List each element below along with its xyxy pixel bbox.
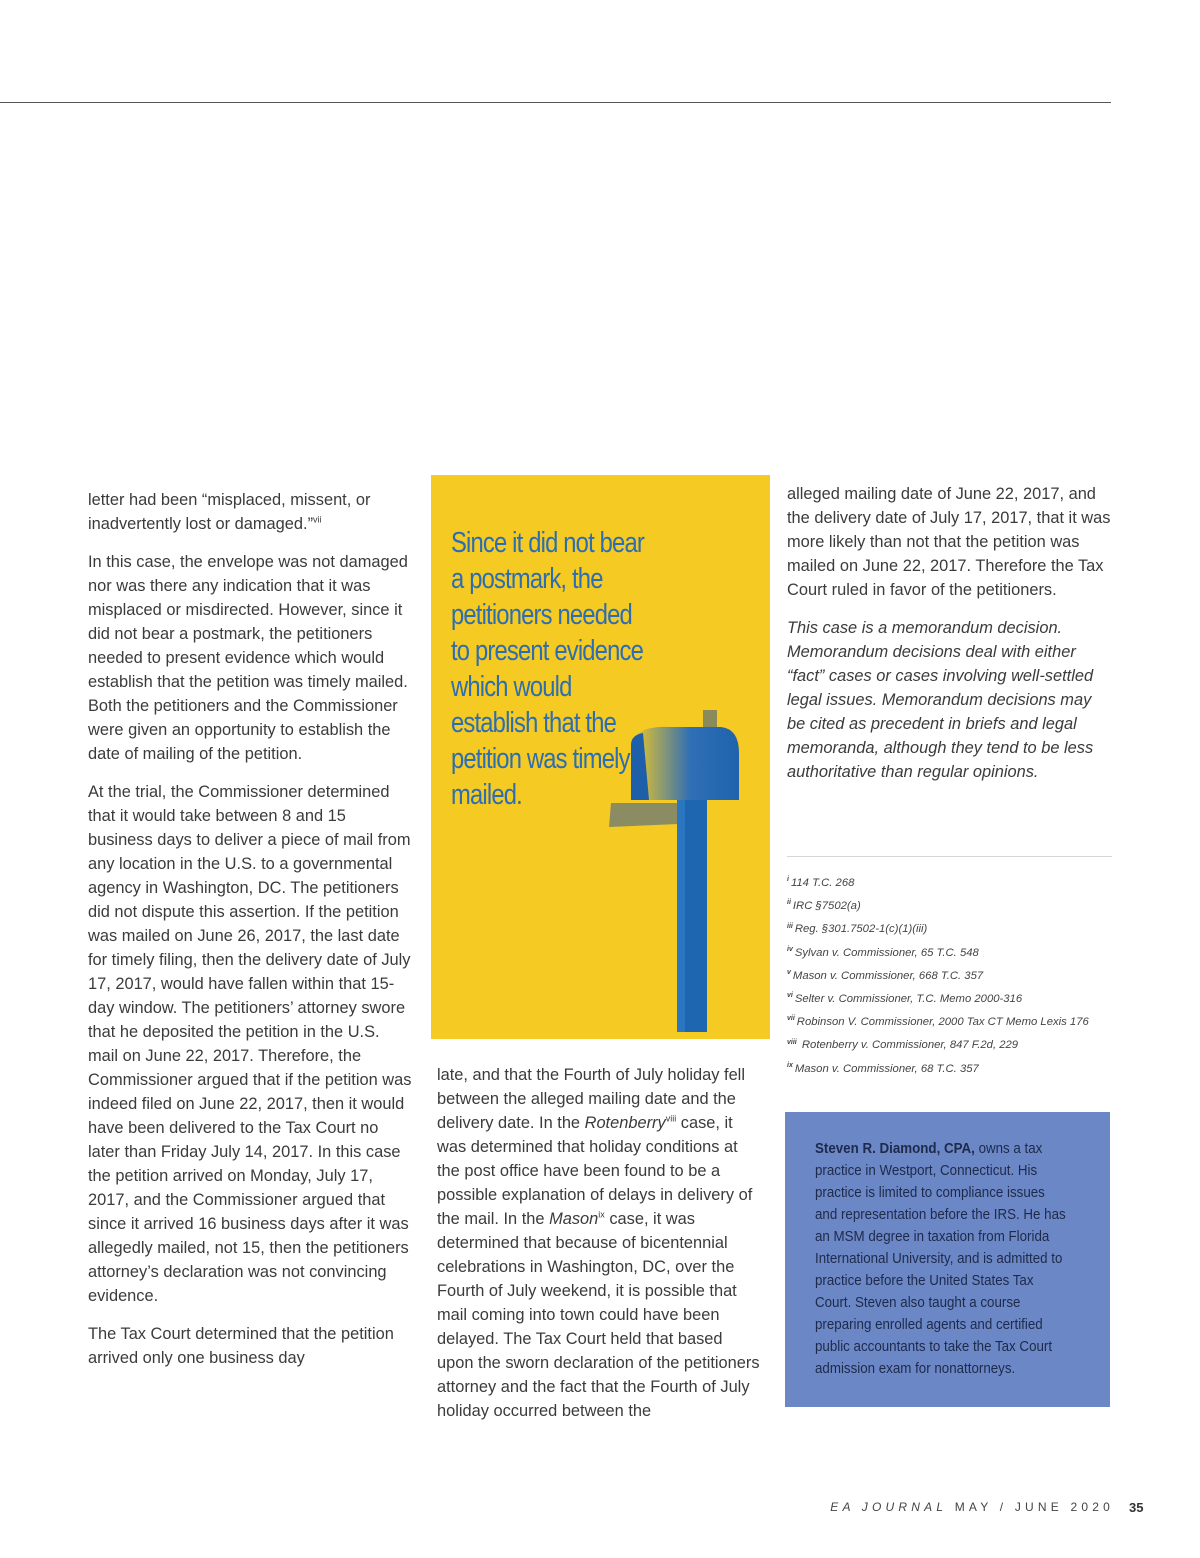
column-1: [88, 488, 414, 1384]
pull-quote: Since it did not bear a postmark, the petitioners needed to present evidence which would establish that the petition was timely mailed.: [451, 527, 644, 811]
header-rule: [0, 102, 1111, 103]
endnote: $^{ii}$ IRC §7502(a): [787, 899, 861, 913]
journal-name: EA JOURNAL: [830, 1500, 948, 1514]
pull-quote-box: [431, 475, 770, 1039]
issue-date: MAY / JUNE 2020: [954, 1500, 1114, 1514]
memorandum-note: This case is a memorandum decision. Memorandum decisions deal with either “fact” cases or cases involving well-settled legal issues. Memorandum decisions may be cited as precedent in briefs and legal memoranda, although they tend to be less authoritative than regular opinions.: [787, 619, 1094, 781]
page-number: 35: [1129, 1500, 1144, 1515]
mailbox-illustration: [591, 705, 751, 1035]
endnote: $^{iv}$ Sylvan v. Commissioner, 65 T.C. 548: [787, 945, 979, 959]
column-3: [787, 482, 1113, 798]
paragraph: alleged mailing date of June 22, 2017, and the delivery date of July 17, 2017, that it was more likely than not that the petition was mailed on June 22, 2017. Therefore the Tax Court ruled in favor of the petitioners.: [787, 485, 1111, 599]
endnote: $^{vi}$ Selter v. Commissioner, T.C. Memo 2000-316: [787, 992, 1023, 1006]
endnotes-divider: [787, 856, 1112, 857]
author-name: Steven R. Diamond, CPA,: [815, 1141, 975, 1157]
paragraph: late, and that the Fourth of July holiday fell between the alleged mailing date and the delivery date. In the Rotenberry$^{viii}$ case, it was determined that holiday conditions at the post office have been found to be a possible explanation of delays in delivery of the mail. In the Mason$^{ix}$ case, it was determined that because of bicentennial celebrations in Washington, DC, over the Fourth of July weekend, it is possible that mail coming into town could have been delayed. The Tax Court held that based upon the sworn declaration of the petitioners attorney and the fact that the Fourth of July holiday occurred between the: [437, 1066, 760, 1420]
paragraph: The Tax Court determined that the petition arrived only one business day: [88, 1325, 394, 1367]
paragraph: In this case, the envelope was not damaged nor was there any indication that it was misplaced or misdirected. However, since it did not bear a postmark, the petitioners needed to present evidence which would establish that the petition was timely mailed. Both the petitioners and the Commissioner were given an opportunity to establish the date of mailing of the petition.: [88, 553, 408, 763]
endnote: $^{iii}$ Reg. §301.7502-1(c)(1)(iii): [787, 922, 928, 936]
endnote: $^{vii}$ Robinson V. Commissioner, 2000 Tax CT Memo Lexis 176: [787, 1015, 1089, 1029]
endnote: $^v$ Mason v. Commissioner, 668 T.C. 357: [787, 969, 984, 982]
paragraph: letter had been “misplaced, missent, or inadvertently lost or damaged.”$^{vii}$: [88, 491, 371, 533]
paragraph: At the trial, the Commissioner determined that it would take between 8 and 15 business days to deliver a piece of mail from any location in the U.S. to a governmental agency in Washington, DC. The petitioners did not dispute this assertion. If the petition was mailed on June 26, 2017, the last date for timely filing, then the delivery date of July 17, 2017, would have fallen within that 15-day window. The petitioners’ attorney swore that he deposited the petition in the U.S. mail on June 22, 2017. Therefore, the Commissioner argued that if the petition was indeed filed on June 22, 2017, then it would have been delivered to the Tax Court no later than Friday July 14, 2017. In this case the petition arrived on Monday, July 17, 2017, and the Commissioner argued that since it arrived 16 business days after it was allegedly mailed, not 15, then the petitioners attorney’s declaration was not convincing evidence.: [88, 783, 412, 1305]
author-bio: Steven R. Diamond, CPA, owns a tax practice in Westport, Connecticut. His practice is limited to compliance issues and representation before the IRS. He has an MSM degree in taxation from Florida International University, and is admitted to practice before the United States Tax Court. Steven also taught a course preparing enrolled agents and certified public accountants to take the Tax Court admission exam for nonattorneys.: [815, 1141, 1066, 1377]
column-2: [437, 1063, 761, 1437]
page-footer: [830, 1500, 1114, 1514]
author-bio-box: [785, 1112, 1110, 1407]
endnote: $^i$ 114 T.C. 268: [787, 876, 855, 889]
endnotes: [787, 872, 1127, 1081]
endnote: $^{ix}$ Mason v. Commissioner, 68 T.C. 357: [787, 1061, 979, 1075]
endnote: $^{viii}$ Rotenberry v. Commissioner, 847 F.2d, 229: [787, 1038, 1019, 1052]
